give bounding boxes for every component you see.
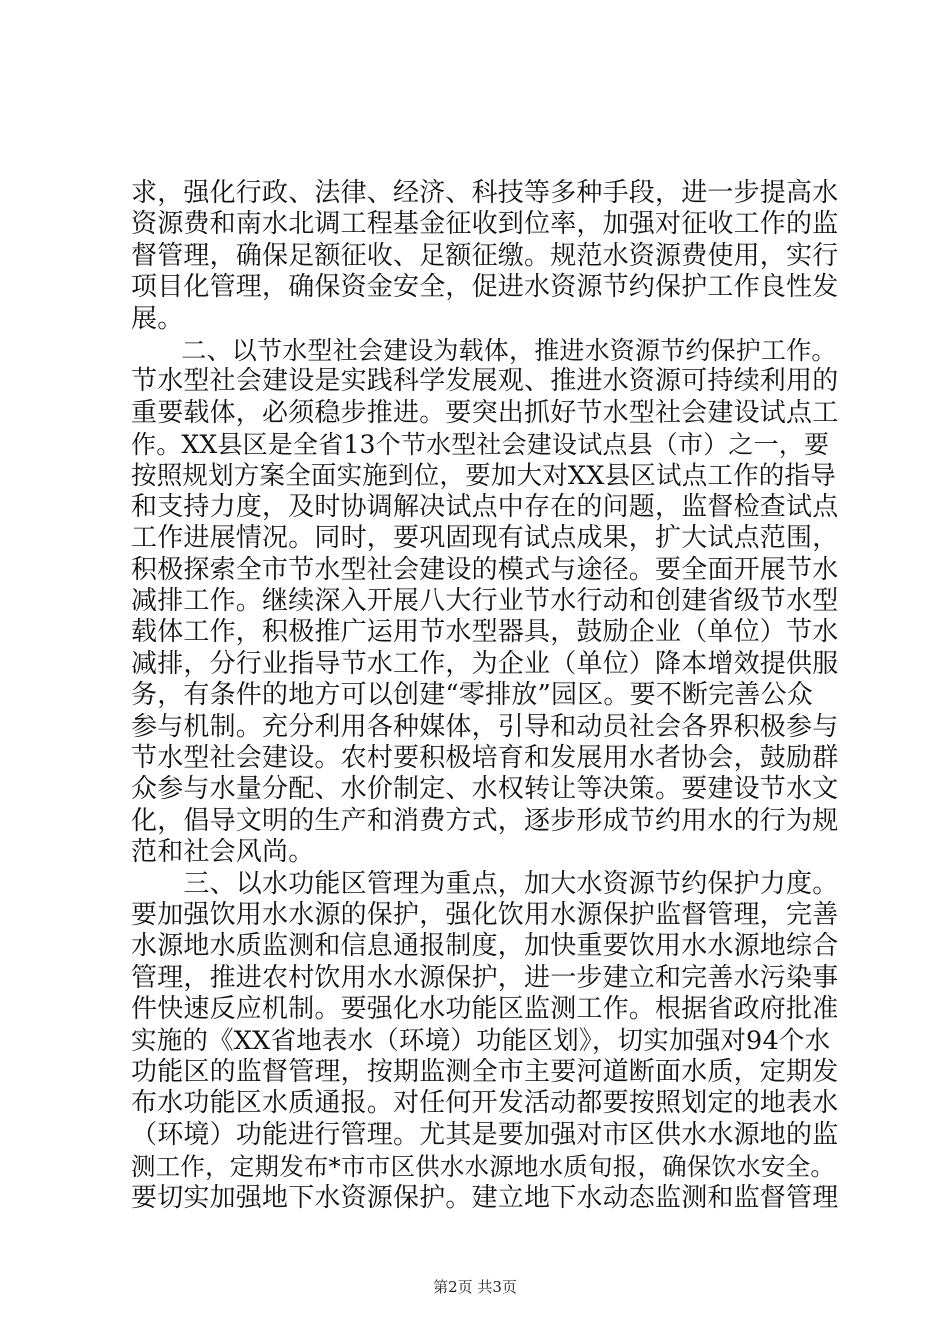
text-line: 要切实加强地下水资源保护。建立地下水动态监测和监督管理 [131, 1182, 839, 1213]
text-line: 务，有条件的地方可以创建“零排放”园区。要不断完善公众 [131, 680, 813, 711]
text-line: 展。 [131, 303, 184, 334]
text-line: 布水功能区水质通报。对任何开发活动都要按照划定的地表水 [131, 1088, 839, 1119]
section-heading-line: 二、以节水型社会建设为载体，推进水资源节约保护工作。 [131, 335, 837, 365]
text-line: 减排，分行业指导节水工作，为企业（单位）降本增效提供服 [131, 648, 839, 679]
body-text [131, 178, 839, 1214]
text-line: 功能区的监督管理，按期监测全市主要河道断面水质，定期发 [131, 1056, 839, 1087]
text-line: 节水型社会建设。农村要积极培育和发展用水者协会，鼓励群 [131, 743, 839, 774]
text-line: 参与机制。充分利用各种媒体，引导和动员社会各界积极参与 [131, 711, 839, 742]
section-heading-line: 三、以水功能区管理为重点，加大水资源节约保护力度。 [131, 868, 839, 899]
text-line: （环境）功能进行管理。尤其是要加强对市区供水水源地的监 [131, 1119, 839, 1150]
text-line: 减排工作。继续深入开展八大行业节水行动和创建省级节水型 [131, 586, 839, 617]
text-line: 督管理，确保足额征收、足额征缴。规范水资源费使用，实行 [131, 240, 839, 271]
text-line: 众参与水量分配、水价制定、水权转让等决策。要建设节水文 [131, 774, 839, 805]
text-line: 水源地水质监测和信息通报制度，加快重要饮用水水源地综合 [131, 931, 839, 962]
text-line: 管理，推进农村饮用水水源保护，进一步建立和完善水污染事 [131, 962, 839, 993]
text-line: 化，倡导文明的生产和消费方式，逐步形成节约用水的行为规 [131, 805, 839, 836]
text-line: 和支持力度，及时协调解决试点中存在的问题，监督检查试点 [131, 491, 839, 522]
text-line: 件快速反应机制。要强化水功能区监测工作。根据省政府批准 [131, 994, 839, 1025]
text-line: 实施的《XX省地表水（环境）功能区划》，切实加强对94个水 [131, 1025, 831, 1056]
text-line: 项目化管理，确保资金安全，促进水资源节约保护工作良性发 [131, 272, 839, 303]
text-line: 节水型社会建设是实践科学发展观、推进水资源可持续利用的 [131, 366, 839, 397]
text-line: 作。XX县区是全省13个节水型社会建设试点县（市）之一，要 [131, 430, 830, 460]
text-line: 要加强饮用水水源的保护，强化饮用水源保护监督管理，完善 [131, 899, 839, 930]
text-line: 积极探索全市节水型社会建设的模式与途径。要全面开展节水 [131, 554, 839, 585]
text-line: 按照规划方案全面实施到位，要加大对XX县区试点工作的指导 [131, 460, 836, 491]
text-line: 范和社会风尚。 [131, 837, 315, 868]
text-line: 求，强化行政、法律、经济、科技等多种手段，进一步提高水 [131, 178, 839, 208]
page-number-footer: 第2页 共3页 [433, 1278, 517, 1296]
text-line: 资源费和南水北调工程基金征收到位率，加强对征收工作的监 [131, 209, 839, 240]
text-line: 载体工作，积极推广运用节水型器具，鼓励企业（单位）节水 [131, 617, 839, 648]
text-line: 测工作，定期发布*市市区供水水源地水质旬报，确保饮水安全。 [131, 1152, 836, 1182]
text-line: 重要载体，必须稳步推进。要突出抓好节水型社会建设试点工 [131, 397, 839, 428]
text-line: 工作进展情况。同时，要巩固现有试点成果，扩大试点范围， [131, 523, 839, 554]
